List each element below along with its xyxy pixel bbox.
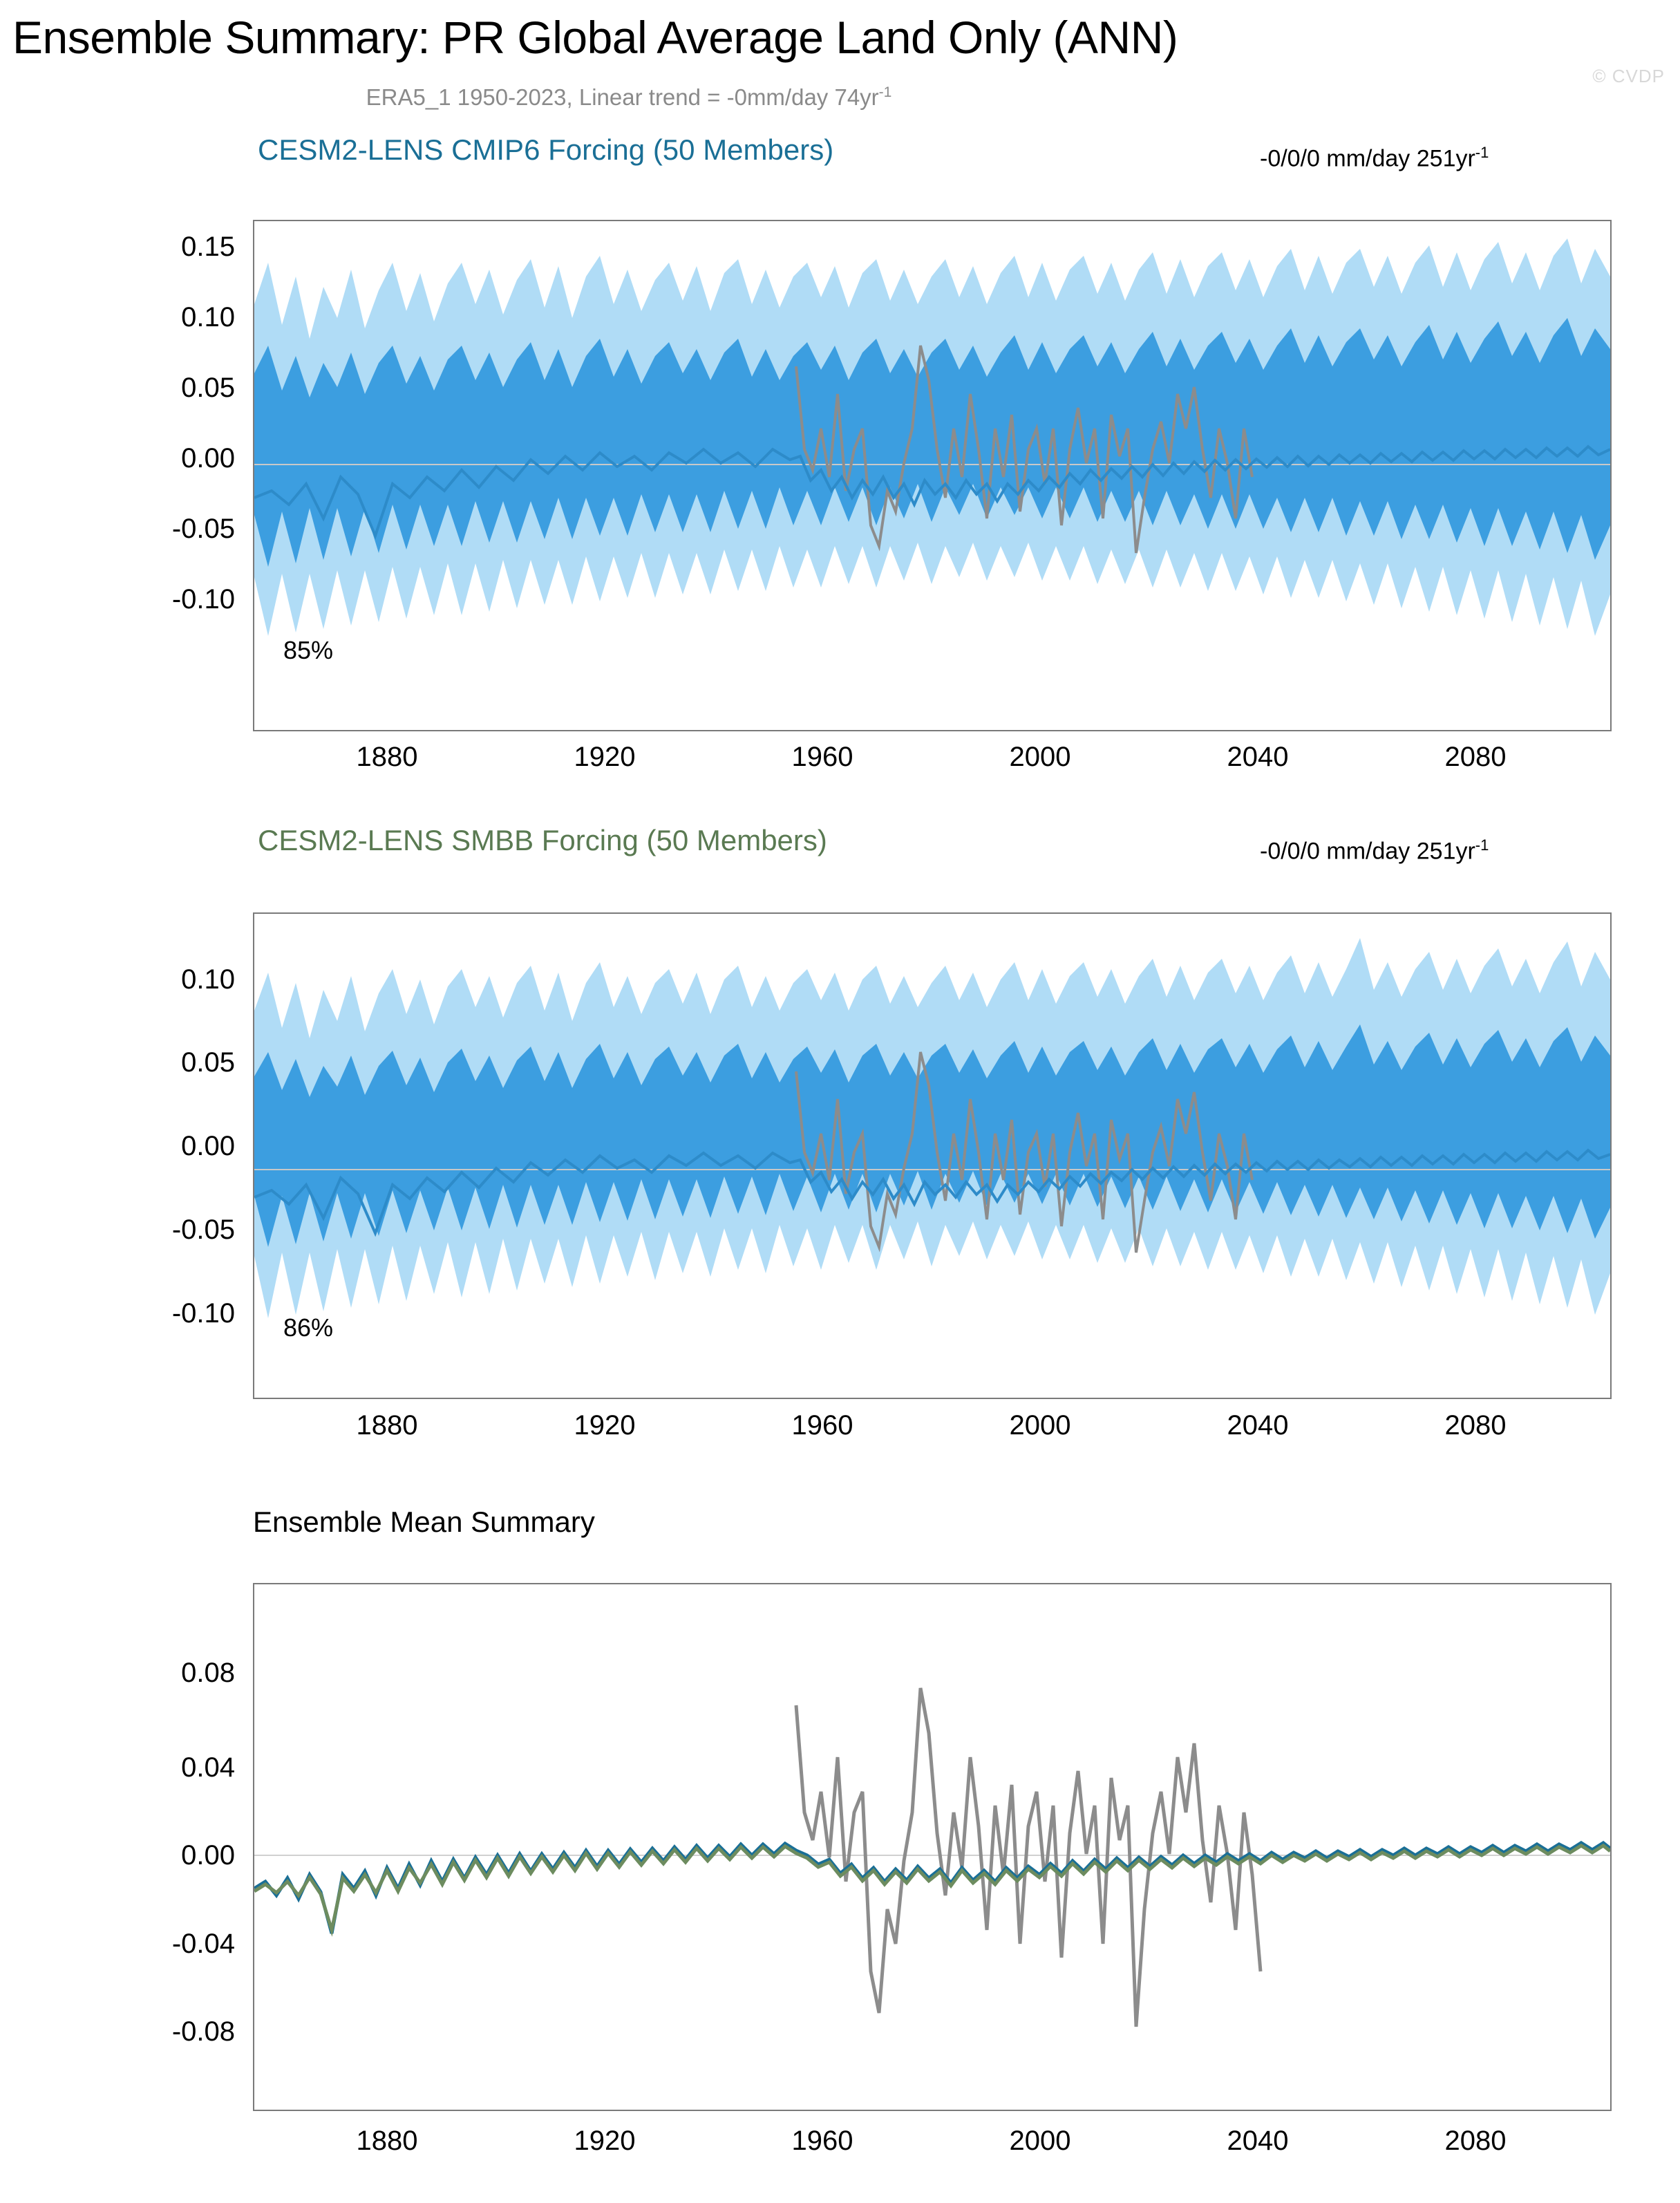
ytick-cmip6-1: 0.10 [181,302,235,332]
xtick-summary-5: 2080 [1444,2126,1507,2156]
xtick-cmip6-5: 2080 [1444,742,1507,772]
xtick-summary-1: 1920 [574,2126,636,2156]
xtick-smbb-0: 1880 [356,1410,418,1441]
ytick-smbb-0: 0.10 [181,964,235,995]
panel-summary-title: Ensemble Mean Summary [253,1506,595,1538]
panel-cmip6-trend [1260,144,1489,172]
ytick-summary-2: 0.00 [181,1840,235,1871]
chart-subtitle [0,84,1258,111]
smbb-mean-line-summary [254,1846,1610,1930]
watermark: © CVDP [1592,66,1665,86]
xtick-smbb-3: 2000 [1009,1410,1071,1441]
xtick-cmip6-2: 1960 [791,742,853,772]
xtick-summary-3: 2000 [1009,2126,1071,2156]
ytick-smbb-4: -0.10 [171,1298,235,1329]
subtitle-text: ERA5_1 1950-2023, Linear trend = -0mm/day 74yr [366,84,879,110]
plot-area-summary [253,1583,1612,2111]
xtick-summary-2: 1960 [791,2126,853,2156]
xtick-smbb-4: 2040 [1227,1410,1289,1441]
panel-cmip6-trend-text: -0/0/0 mm/day 251yr [1260,145,1475,172]
xtick-smbb-2: 1960 [791,1410,853,1441]
ytick-smbb-2: 0.00 [181,1131,235,1161]
ytick-cmip6-5: -0.10 [171,584,235,615]
xtick-summary-4: 2040 [1227,2126,1289,2156]
ytick-cmip6-4: -0.05 [171,514,235,544]
panel-cmip6-title: CESM2-LENS CMIP6 Forcing (50 Members) [258,133,834,166]
xtick-cmip6-1: 1920 [574,742,636,772]
panel-cmip6-trend-superscript: -1 [1475,144,1489,161]
ytick-summary-0: 0.08 [181,1658,235,1688]
ytick-summary-4: -0.08 [171,2016,235,2047]
subtitle-superscript: -1 [878,84,892,100]
xtick-cmip6-4: 2040 [1227,742,1289,772]
ytick-summary-1: 0.04 [181,1752,235,1783]
plot-svg-smbb [254,914,1610,1398]
xtick-smbb-5: 2080 [1444,1410,1507,1441]
ytick-cmip6-2: 0.05 [181,373,235,403]
cmip6-mean-line-summary [254,1843,1610,1933]
plot-area-smbb [253,912,1612,1399]
observation-line-summary [796,1688,1261,2027]
panel-smbb-title: CESM2-LENS SMBB Forcing (50 Members) [258,824,827,856]
plot-area-cmip6 [253,220,1612,731]
plot-svg-cmip6 [254,221,1610,730]
pct-label-smbb: 86% [283,1313,334,1342]
xtick-cmip6-3: 2000 [1009,742,1071,772]
ytick-smbb-1: 0.05 [181,1047,235,1078]
xtick-cmip6-0: 1880 [356,742,418,772]
ytick-cmip6-0: 0.15 [181,232,235,262]
plot-svg-summary [254,1584,1610,2110]
ytick-summary-3: -0.04 [171,1929,235,1959]
ytick-cmip6-3: 0.00 [181,443,235,474]
page-title: Ensemble Summary: PR Global Average Land Only (ANN) [12,12,1178,63]
panel-smbb-trend [1260,836,1489,865]
pct-label-cmip6: 85% [283,636,334,664]
panel-smbb-trend-text: -0/0/0 mm/day 251yr [1260,838,1475,865]
xtick-smbb-1: 1920 [574,1410,636,1441]
xtick-summary-0: 1880 [356,2126,418,2156]
panel-smbb-trend-superscript: -1 [1475,836,1489,854]
ytick-smbb-3: -0.05 [171,1215,235,1245]
